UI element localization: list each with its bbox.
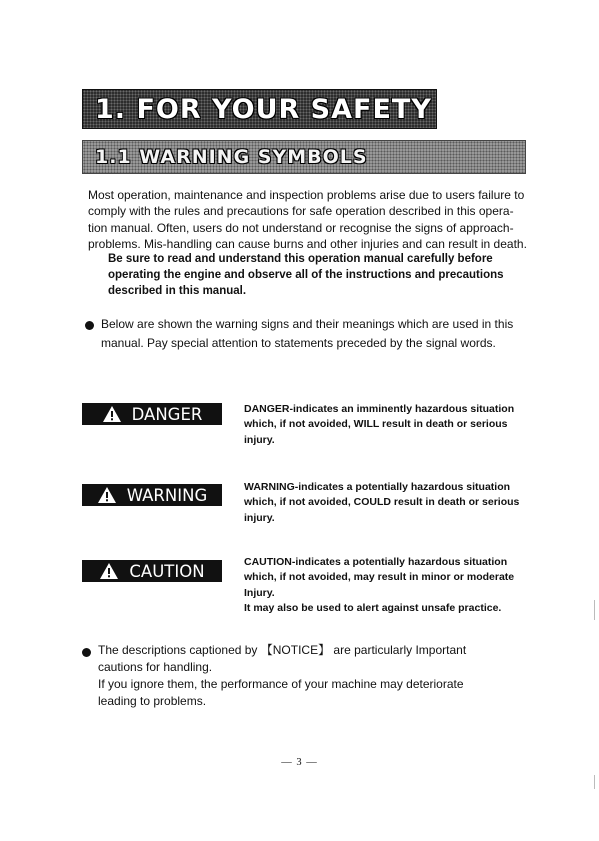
caution-label	[82, 560, 222, 582]
intro-emphasis	[108, 251, 528, 299]
warning-triangle-icon	[102, 405, 122, 423]
description-line: which, if not avoided, COULD result in death or serious	[244, 496, 520, 509]
description-line: injury.	[244, 511, 275, 524]
warning-triangle-icon	[99, 562, 119, 580]
description-line: CAUTION-indicates a potentially hazardous situation	[244, 556, 508, 568]
danger-description	[244, 402, 526, 448]
bullet-paragraph	[101, 315, 531, 353]
description-line: which, if not avoided, WILL result in death or serious	[244, 418, 508, 431]
section-title: 1.1 WARNING SYMBOLS	[95, 146, 368, 168]
intro-line: Most operation, maintenance and inspection problems arise due to users failure to	[88, 188, 525, 202]
description-line: which, if not avoided, may result in minor or moderate	[244, 571, 515, 584]
notice-line: leading to problems.	[98, 694, 207, 708]
warning-label	[82, 484, 222, 506]
intro-bold-line: described in this manual.	[108, 285, 247, 297]
intro-line: comply with the rules and precautions for safe operation described in this opera-	[88, 204, 514, 219]
section-banner	[82, 140, 526, 174]
notice-line: cautions for handling.	[98, 660, 213, 674]
intro-line: tion manual. Often, users do not understand or recognise the signs of approach-	[88, 220, 514, 235]
bullet-dot-icon	[82, 648, 91, 657]
description-line: It may also be used to alert against unsafe practice.	[244, 602, 502, 615]
description-line: Injury.	[244, 586, 275, 599]
notice-line: If you ignore them, the performance of your machine may deteriorate	[98, 677, 464, 691]
description-line: DANGER-indicates an imminently hazardous situation	[244, 403, 515, 415]
bullet-line: Below are shown the warning signs and their meanings which are used in this	[101, 317, 514, 331]
danger-label	[82, 403, 222, 425]
intro-bold-line: operating the engine and observe all of the instructions and precautions	[108, 269, 504, 281]
warning-triangle-icon	[97, 486, 117, 504]
notice-line: The descriptions captioned by 【NOTICE】 are particularly Important	[98, 643, 467, 657]
chapter-title: 1. FOR YOUR SAFETY	[95, 94, 432, 125]
bullet-line: manual. Pay special attention to statements preceded by the signal words.	[101, 336, 496, 350]
chapter-banner	[82, 89, 437, 129]
caution-label-text: CAUTION	[129, 561, 205, 581]
description-line: injury.	[244, 433, 275, 446]
scan-edge-mark	[594, 600, 595, 620]
danger-label-text: DANGER	[131, 404, 203, 424]
warning-label-text: WARNING	[126, 485, 208, 505]
bullet-dot-icon	[85, 321, 94, 330]
caution-description	[244, 555, 526, 617]
intro-bold-line: Be sure to read and understand this operation manual carefully before	[108, 253, 493, 265]
notice-paragraph	[98, 642, 528, 710]
scan-edge-mark	[594, 775, 595, 789]
intro-line: problems. Mis-handling can cause burns and other injuries and can result in death.	[88, 237, 527, 252]
intro-paragraph	[88, 187, 533, 253]
page-number: — 3 —	[281, 757, 318, 768]
description-line: WARNING-indicates a potentially hazardous situation	[244, 481, 511, 493]
warning-description	[244, 480, 526, 526]
